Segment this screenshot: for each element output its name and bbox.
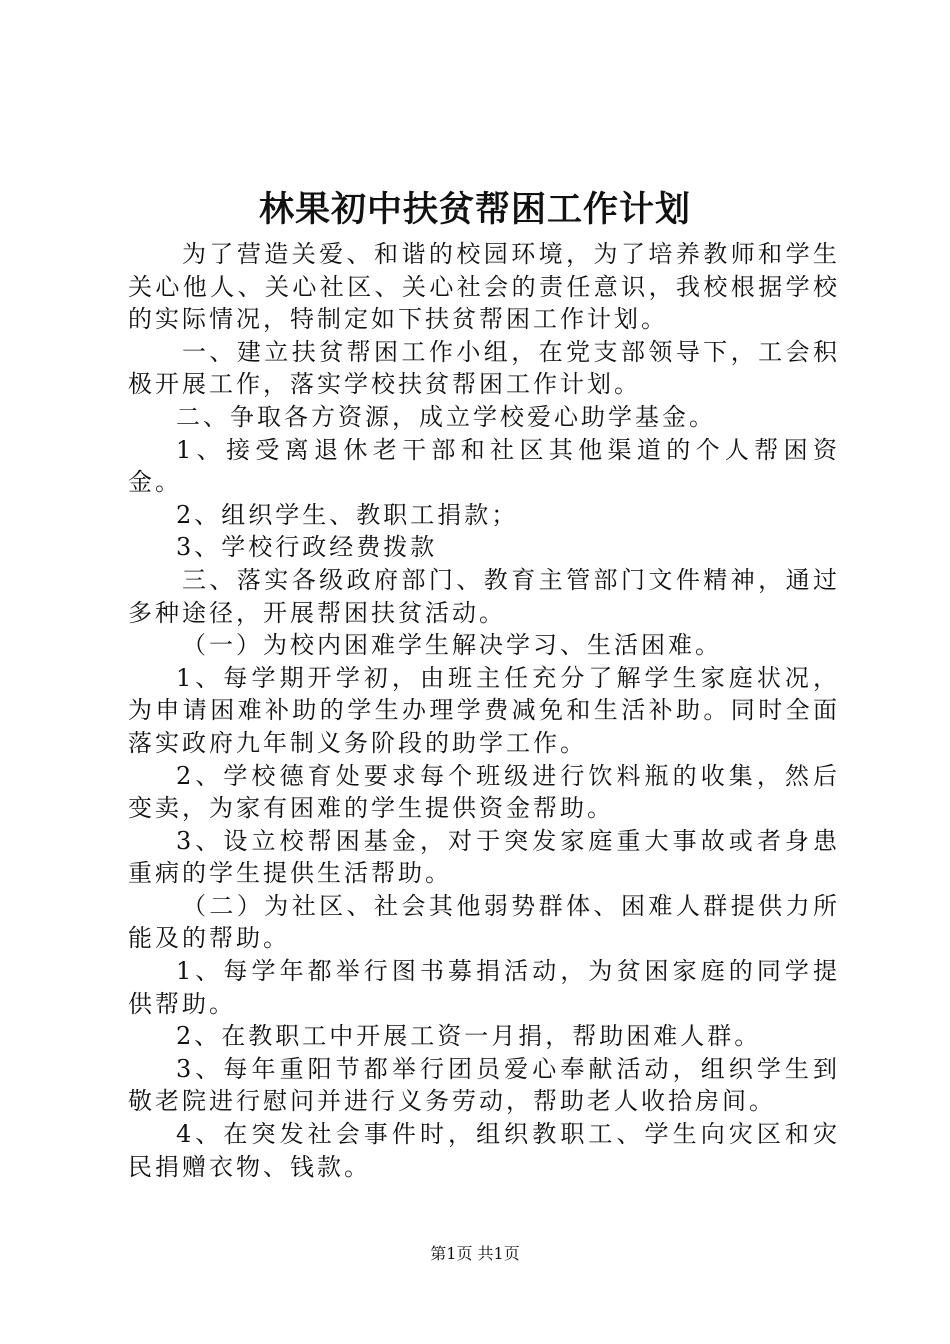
- paragraph-subsection-2: （二）为社区、社会其他弱势群体、困难人群提供力所能及的帮助。: [128, 891, 840, 953]
- paragraph-item: 3、设立校帮困基金，对于突发家庭重大事故或者身患重病的学生提供生活帮助。: [128, 826, 840, 888]
- paragraph-item: 3、每年重阳节都举行团员爱心奉献活动，组织学生到敬老院进行慰问并进行义务劳动，帮助老人收拾房间。: [128, 1054, 840, 1116]
- paragraph-item: 2、组织学生、教职工捐款；: [176, 500, 519, 529]
- document-title: 林果初中扶贫帮困工作计划: [258, 189, 691, 230]
- paragraph-intro: 为了营造关爱、和谐的校园环境，为了培养教师和学生关心他人、关心社区、关心社会的责任意识，我校根据学校的实际情况，特制定如下扶贫帮困工作计划。: [128, 240, 840, 334]
- paragraph-section-3: 三、落实各级政府部门、教育主管部门文件精神，通过多种途径，开展帮困扶贫活动。: [128, 565, 840, 627]
- paragraph-section-2: 二、争取各方资源，成立学校爱心助学基金。: [176, 402, 716, 431]
- paragraph-item: 4、在突发社会事件时，组织教职工、学生向灾区和灾民捐赠衣物、钱款。: [128, 1120, 840, 1181]
- paragraph-item: 2、在教职工中开展工资一月捐，帮助困难人群。: [176, 1022, 762, 1051]
- paragraph-item: 1、每学期开学初，由班主任充分了解学生家庭状况，为申请困难补助的学生办理学费减免和生活补助。同时全面落实政府九年制义务阶段的助学工作。: [128, 663, 840, 757]
- page-footer: 第1页 共1页: [430, 1244, 520, 1263]
- paragraph-subsection-1: （一）为校内困难学生解决学习、生活困难。: [182, 631, 722, 660]
- paragraph-section-1: 一、建立扶贫帮困工作小组，在党支部领导下，工会积极开展工作，落实学校扶贫帮困工作计划。: [128, 337, 840, 399]
- paragraph-item: 1、接受离退休老干部和社区其他渠道的个人帮困资金。: [128, 435, 840, 497]
- paragraph-item: 2、学校德育处要求每个班级进行饮料瓶的收集，然后变卖，为家有困难的学生提供资金帮助。: [128, 761, 840, 823]
- paragraph-item: 1、每学年都举行图书募捐活动，为贫困家庭的同学提供帮助。: [128, 957, 840, 1018]
- document-body: [128, 238, 840, 1183]
- paragraph-item: 3、学校行政经费拨款: [176, 533, 438, 562]
